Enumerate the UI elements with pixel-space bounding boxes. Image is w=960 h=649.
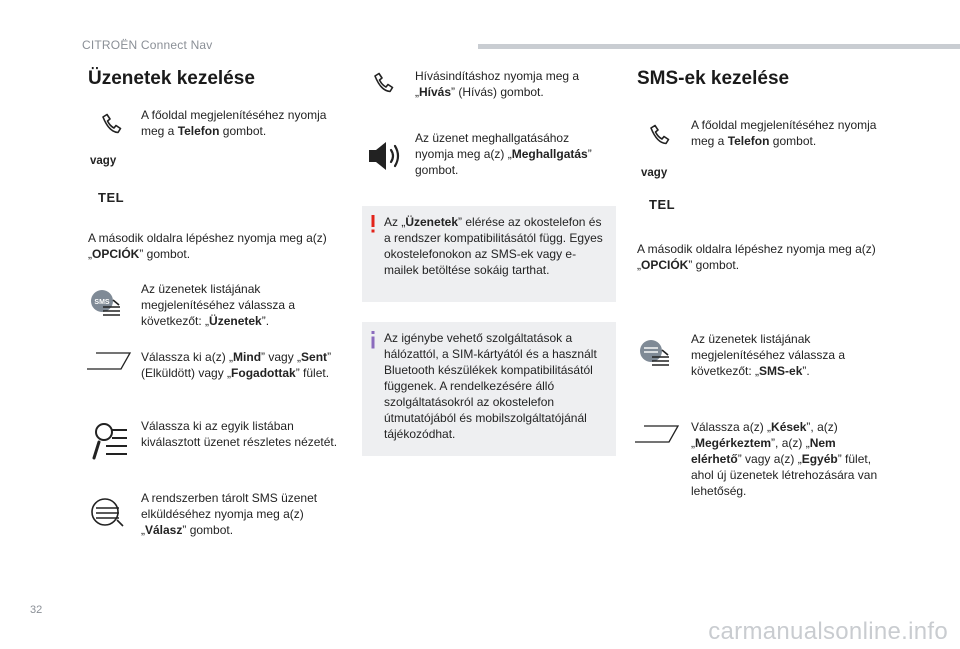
header-bar: [478, 44, 960, 49]
step-select-messages: Az üzenetek listájának megjelenítéséhez válassza a következőt: „Üzenetek”.: [141, 282, 296, 328]
speaker-icon: [367, 140, 403, 172]
sms-step-options: A második oldalra lépéshez nyomja meg a(z) „OPCIÓK” gombot.: [637, 242, 876, 272]
note-info-text: Az igénybe vehető szolgáltatások a hálózattól, a SIM-kártyától és a használt Bluetooth készülékek kompatibilitásától függenek. A rendelkezésére álló szolgáltatásokról az okostelefon útmutatójából és mobilszolgáltatójánál tájékozódhat.: [384, 331, 597, 441]
section-title-messages: Üzenetek kezelése: [88, 68, 255, 89]
phone-icon: [100, 113, 122, 135]
or-label: vagy: [641, 167, 668, 179]
sms-step-select: Az üzenetek listájának megjelenítéséhez válassza a következőt: „SMS-ek”.: [691, 332, 846, 378]
step-call: Hívásindításhoz nyomja meg a „Hívás” (Hívás) gombot.: [415, 69, 580, 99]
call-icon: [372, 72, 394, 94]
step-detail-view: Válassza ki az egyik listában kiválasztott üzenet részletes nézetét.: [141, 419, 338, 449]
note-warning-text: Az „Üzenetek” elérése az okostelefon és a rendszer kompatibilitásától függ. Egyes okostelefonokon az SMS-ek vagy e-mailek betöltése sokáig tarthat.: [384, 215, 603, 277]
step-phone-home: A főoldal megjelenítéséhez nyomja meg a Telefon gombot.: [141, 108, 327, 138]
sms-step-phone-home: A főoldal megjelenítéséhez nyomja meg a Telefon gombot.: [691, 118, 877, 148]
or-label: vagy: [90, 155, 117, 167]
watermark: carmanualsonline.info: [708, 618, 948, 645]
reply-icon: [89, 498, 125, 528]
detail-view-icon: [92, 420, 130, 462]
tab-icon: [86, 351, 132, 371]
tab-icon: [634, 424, 680, 444]
tel-label: TEL: [98, 190, 125, 205]
step-listen: Az üzenet meghallgatásához nyomja meg a(z) „Meghallgatás” gombot.: [415, 131, 592, 177]
step-select-tab: Válassza ki a(z) „Mind” vagy „Sent” (Elküldött) vagy „Fogadottak” fület.: [141, 350, 332, 380]
note-warning: [362, 206, 616, 302]
tel-label: TEL: [649, 197, 676, 212]
page-number: 32: [30, 604, 43, 616]
step-options: A második oldalra lépéshez nyomja meg a(z) „OPCIÓK” gombot.: [88, 231, 327, 261]
sms-step-select-tab: Válassza a(z) „Kések”, a(z) „Megérkeztem”, a(z) „Nem elérhető” vagy a(z) „Egyéb” fület, ahol új üzenetek létrehozására van lehetőség.: [691, 420, 878, 498]
svg-text:SMS: SMS: [94, 299, 110, 306]
warning-icon: [370, 215, 376, 233]
section-title-sms: SMS-ek kezelése: [637, 68, 790, 89]
header-title: CITROËN Connect Nav: [82, 38, 213, 52]
info-icon: [370, 331, 376, 349]
sms-list-icon: [638, 338, 672, 368]
sms-icon: [89, 288, 123, 318]
step-reply: A rendszerben tárolt SMS üzenet elküldéséhez nyomja meg a(z) „Válasz” gombot.: [141, 491, 318, 537]
phone-icon: [648, 124, 670, 146]
note-info: [362, 322, 616, 456]
